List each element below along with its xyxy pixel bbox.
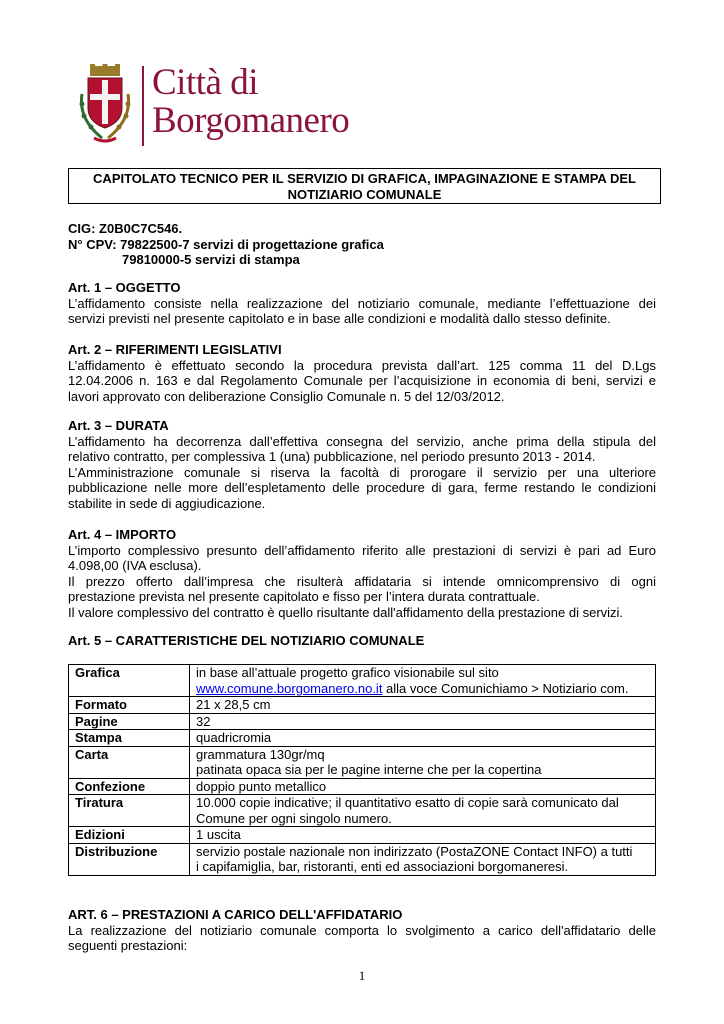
spec-key: Carta bbox=[69, 746, 190, 778]
spec-value-line-1: doppio punto metallico bbox=[196, 778, 327, 794]
article-4-line-2: 4.098,00 (IVA esclusa). bbox=[68, 558, 202, 573]
cpv-code-1: N° CPV: 79822500-7 servizi di progettazione grafica bbox=[68, 236, 384, 252]
article-4-line-3: Il prezzo offerto dall’impresa che risulterà affidataria si intende omnicomprensivo di ogni bbox=[68, 573, 656, 589]
table-row bbox=[69, 713, 656, 730]
logo-line-1: Città di bbox=[152, 62, 258, 103]
spec-value-line-2: Comune per ogni singolo numero. bbox=[196, 810, 392, 826]
spec-value-line-1: 1 uscita bbox=[196, 827, 241, 842]
article-3-line-1: L’affidamento ha decorrenza dall’effettiva consegna del servizio, anche prima della stipula del bbox=[68, 433, 656, 449]
spec-value bbox=[190, 827, 656, 844]
spec-value-line-1: 21 x 28,5 cm bbox=[196, 697, 271, 712]
table-row bbox=[69, 778, 656, 795]
spec-value bbox=[190, 778, 656, 795]
spec-value bbox=[190, 746, 656, 778]
spec-value-line-2 bbox=[196, 681, 649, 697]
article-3-line-2: relativo contratto, per complessiva 1 (una) pubblicazione, nel periodo presunto 2013 - 2014. bbox=[68, 449, 596, 464]
specs-table bbox=[68, 664, 656, 876]
article-2-line-2: 12.04.2006 n. 163 e dal Regolamento Comunale per l’acquisizione in economia di beni, servizi e bbox=[68, 373, 656, 388]
spec-value-line-1: 10.000 copie indicative; il quantitativo esatto di copie sarà comunicato dal bbox=[196, 795, 619, 810]
spec-value-line-2: i capifamiglia, bar, ristoranti, enti ed associazioni borgomaneresi. bbox=[196, 859, 569, 874]
title-line-1: CAPITOLATO TECNICO PER IL SERVIZIO DI GRAFICA, IMPAGINAZIONE E STAMPA DEL bbox=[93, 171, 636, 186]
document-title bbox=[68, 168, 661, 204]
spec-key: Confezione bbox=[69, 778, 190, 795]
article-4-line-5: Il valore complessivo del contratto è quello risultante dall'affidamento della prestazione di servizi. bbox=[68, 604, 624, 620]
website-link-context: alla voce Comunichiamo > Notiziario com. bbox=[382, 680, 629, 696]
article-2 bbox=[68, 342, 656, 404]
article-5-heading: Art. 5 – CARATTERISTICHE DEL NOTIZIARIO COMUNALE bbox=[68, 633, 425, 648]
spec-key: Distribuzione bbox=[69, 843, 190, 875]
article-2-line-1: L’affidamento è effettuato secondo la procedura prevista dall’art. 125 comma 11 del D.Lgs bbox=[68, 357, 656, 373]
spec-value bbox=[190, 665, 656, 697]
logo-line-2: Borgomanero bbox=[152, 100, 350, 141]
spec-key: Formato bbox=[69, 697, 190, 714]
spec-value bbox=[190, 843, 656, 875]
spec-value bbox=[190, 713, 656, 730]
spec-value-line-1: servizio postale nazionale non indirizzato (PostaZONE Contact INFO) a tutti bbox=[196, 843, 633, 859]
spec-value-line-1: 32 bbox=[196, 713, 211, 729]
table-row bbox=[69, 843, 656, 875]
article-6-line-2: seguenti prestazioni: bbox=[68, 938, 188, 953]
article-6-line-1: La realizzazione del notiziario comunale comporta lo svolgimento a carico dell'affidatario delle bbox=[68, 922, 656, 938]
article-3-line-3: L’Amministrazione comunale si riserva la facoltà di prorogare il servizio per una ulteriore bbox=[68, 464, 656, 480]
article-3 bbox=[68, 418, 656, 511]
codes-block bbox=[68, 221, 656, 268]
table-row bbox=[69, 746, 656, 778]
table-row bbox=[69, 697, 656, 714]
article-2-line-3: lavori approvato con deliberazione Consiglio Comunale n. 5 del 12/03/2012. bbox=[68, 388, 505, 404]
article-4-line-1: L’importo complessivo presunto dell’affidamento riferito alle prestazioni di servizi è pari ad Euro bbox=[68, 542, 656, 558]
article-3-line-4: pubblicazione nelle more dell’espletamento delle procedure di gara, ferme restando le condizioni bbox=[68, 480, 656, 495]
article-4-heading: Art. 4 – IMPORTO bbox=[68, 527, 177, 542]
article-6-heading: ART. 6 – PRESTAZIONI A CARICO DELL'AFFIDATARIO bbox=[68, 907, 403, 922]
article-1-line-2: servizi previsti nel presente capitolato e in base alle condizioni e modalità dallo stesso definite. bbox=[68, 311, 611, 326]
coat-of-arms-icon bbox=[76, 64, 134, 148]
logo-text bbox=[152, 64, 349, 140]
spec-value-line-1: in base all’attuale progetto grafico visionabile sul sito bbox=[196, 665, 499, 680]
spec-key: Tiratura bbox=[69, 795, 190, 827]
spec-value-line-1: grammatura 130gr/mq bbox=[196, 746, 325, 762]
cpv-code-2: 79810000-5 servizi di stampa bbox=[122, 252, 300, 267]
spec-key: Stampa bbox=[69, 730, 190, 747]
article-1-heading: Art. 1 – OGGETTO bbox=[68, 280, 181, 295]
specs-table-body bbox=[69, 665, 656, 876]
spec-value bbox=[190, 730, 656, 747]
spec-key: Pagine bbox=[69, 713, 190, 730]
article-4-line-4: prestazione prevista nel presente capitolato e fisso per l’intera durata contrattuale. bbox=[68, 589, 540, 604]
table-row bbox=[69, 795, 656, 827]
spec-value-line-1: quadricromia bbox=[196, 730, 272, 745]
city-logo bbox=[76, 60, 376, 152]
article-6 bbox=[68, 907, 656, 954]
table-row bbox=[69, 665, 656, 697]
title-line-2: NOTIZIARIO COMUNALE bbox=[287, 187, 442, 202]
spec-value bbox=[190, 795, 656, 827]
article-2-heading: Art. 2 – RIFERIMENTI LEGISLATIVI bbox=[68, 342, 282, 357]
spec-key: Edizioni bbox=[69, 827, 190, 844]
logo-divider bbox=[142, 66, 144, 146]
spec-value-line-2: patinata opaca sia per le pagine interne che per la copertina bbox=[196, 762, 542, 777]
cig-code: CIG: Z0B0C7C546. bbox=[68, 221, 183, 236]
article-1 bbox=[68, 280, 656, 327]
spec-key: Grafica bbox=[69, 665, 190, 697]
article-4 bbox=[68, 527, 656, 620]
article-1-line-1: L’affidamento consiste nella realizzazione del notiziario comunale, mediante l’effettuazione dei bbox=[68, 295, 656, 311]
website-link[interactable]: www.comune.borgomanero.no.it bbox=[196, 680, 383, 696]
table-row bbox=[69, 827, 656, 844]
spec-value bbox=[190, 697, 656, 714]
article-3-line-5: stabilite in sede di aggiudicazione. bbox=[68, 495, 266, 511]
page-number: 1 bbox=[358, 968, 366, 983]
article-3-heading: Art. 3 – DURATA bbox=[68, 418, 169, 433]
table-row bbox=[69, 730, 656, 747]
